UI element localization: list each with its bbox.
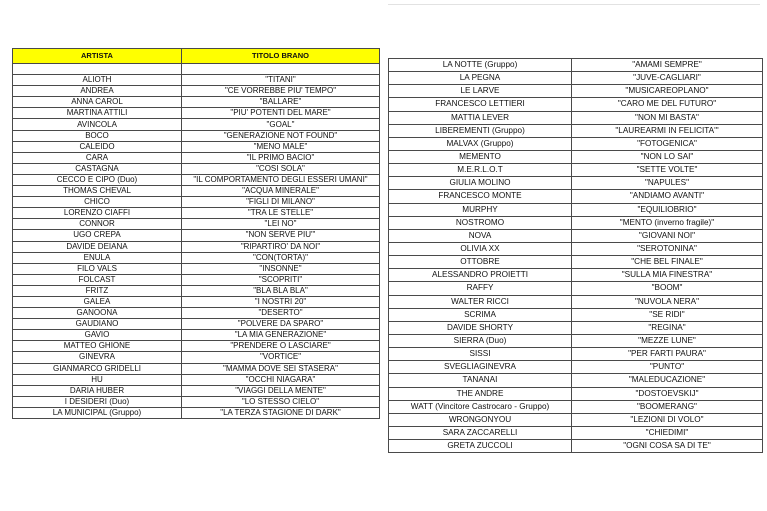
song-title-cell: "EQUILIOBRIO" (572, 203, 763, 216)
table-row (13, 108, 380, 119)
table-row (13, 197, 380, 208)
table-row (389, 334, 763, 347)
song-title-cell: "SE RIDI" (572, 308, 763, 321)
artist-cell: OLIVIA XX (389, 242, 572, 255)
table-row (13, 141, 380, 152)
artist-cell: MEMENTO (389, 150, 572, 163)
table-row (13, 86, 380, 97)
artist-cell: SISSI (389, 348, 572, 361)
artist-cell: SVEGLIAGINEVRA (389, 361, 572, 374)
table-row (389, 295, 763, 308)
song-title-cell: "DESERTO" (182, 308, 380, 319)
song-title-cell: "CE VORREBBE PIU' TEMPO" (182, 86, 380, 97)
song-title-cell: "POLVERE DA SPARO" (182, 319, 380, 330)
table-row (389, 256, 763, 269)
song-title-cell: "DOSTOEVSKIJ" (572, 387, 763, 400)
table-row (389, 111, 763, 124)
artist-cell: WATT (Vincitore Castrocaro - Gruppo) (389, 400, 572, 413)
artist-cell: GANOONA (13, 308, 182, 319)
table-row (389, 269, 763, 282)
table-row (13, 186, 380, 197)
song-title-cell: "NUVOLA NERA" (572, 295, 763, 308)
song-title-cell: "MALEDUCAZIONE" (572, 374, 763, 387)
song-title-cell: "MENO MALE" (182, 141, 380, 152)
artist-cell: ENULA (13, 252, 182, 263)
page-top-rule (388, 4, 760, 5)
table-row (13, 208, 380, 219)
table-row (13, 130, 380, 141)
song-title-cell: "PER FARTI PAURA" (572, 348, 763, 361)
table-row (389, 308, 763, 321)
artist-cell: HU (13, 374, 182, 385)
song-title-cell: "ANDIAMO AVANTI" (572, 190, 763, 203)
song-title-cell: "NON SERVE PIU'" (182, 230, 380, 241)
table-row (389, 400, 763, 413)
artist-cell: THE ANDRE (389, 387, 572, 400)
song-title-cell: "SCOPRITI" (182, 274, 380, 285)
artist-table-right (388, 58, 763, 453)
artist-cell: MATTIA LEVER (389, 111, 572, 124)
artist-cell: CARA (13, 152, 182, 163)
artist-cell: GALEA (13, 296, 182, 307)
song-title-cell: "REGINA" (572, 321, 763, 334)
artist-cell: ALESSANDRO PROIETTI (389, 269, 572, 282)
song-title-cell: "AMAMI SEMPRE" (572, 59, 763, 72)
table-row (389, 72, 763, 85)
song-title-cell: "CON(TORTA)" (182, 252, 380, 263)
artist-cell: THOMAS CHEVAL (13, 186, 182, 197)
artist-cell: LA NOTTE (Gruppo) (389, 59, 572, 72)
artist-cell: I DESIDERI (Duo) (13, 396, 182, 407)
song-title-cell: "LO STESSO CIELO" (182, 396, 380, 407)
song-title-cell: "OGNI COSA SA DI TE" (572, 440, 763, 453)
artist-cell: LA MUNICIPAL (Gruppo) (13, 407, 182, 418)
table-header-row (13, 49, 380, 64)
artist-cell: CECCO E CIPO (Duo) (13, 174, 182, 185)
table-row (13, 330, 380, 341)
table-row (13, 119, 380, 130)
table-row (13, 152, 380, 163)
song-title-cell: "PIU' POTENTI DEL MARE" (182, 108, 380, 119)
table-row (13, 219, 380, 230)
artist-cell: LE LARVE (389, 85, 572, 98)
table-row (13, 174, 380, 185)
song-title-cell: "GIOVANI NOI" (572, 229, 763, 242)
artist-cell: NOVA (389, 229, 572, 242)
artist-cell: BOCO (13, 130, 182, 141)
artist-cell: GIANMARCO GRIDELLI (13, 363, 182, 374)
table-row (13, 308, 380, 319)
artist-cell: GIULIA MOLINO (389, 177, 572, 190)
song-title-cell: "SULLA MIA FINESTRA" (572, 269, 763, 282)
table-row (13, 396, 380, 407)
artist-cell: GAVIO (13, 330, 182, 341)
artist-table-left (12, 48, 380, 419)
song-title-cell: "GOAL" (182, 119, 380, 130)
artist-cell: ANDREA (13, 86, 182, 97)
artist-cell: ALIOTH (13, 75, 182, 86)
song-title-cell: "RIPARTIRO' DA NOI" (182, 241, 380, 252)
table-row (13, 296, 380, 307)
header-artista: ARTISTA (13, 49, 182, 64)
song-title-cell: "NON MI BASTA" (572, 111, 763, 124)
song-title-cell: "LA MIA GENERAZIONE" (182, 330, 380, 341)
song-title-cell: "CARO ME DEL FUTURO" (572, 98, 763, 111)
artist-cell: FOLCAST (13, 274, 182, 285)
song-title-cell: "OCCHI NIAGARA" (182, 374, 380, 385)
table-row (13, 64, 380, 75)
artist-cell: CHICO (13, 197, 182, 208)
artist-cell: OTTOBRE (389, 256, 572, 269)
table-row (389, 282, 763, 295)
song-title-cell: "GENERAZIONE NOT FOUND" (182, 130, 380, 141)
song-title-cell: "CHIEDIMI" (572, 426, 763, 439)
artist-cell: CASTAGNA (13, 163, 182, 174)
song-title-cell (182, 64, 380, 75)
artist-cell: LORENZO CIAFFI (13, 208, 182, 219)
table-row (389, 387, 763, 400)
artist-cell: LA PEGNA (389, 72, 572, 85)
artist-cell (13, 64, 182, 75)
song-title-cell: "BOOM" (572, 282, 763, 295)
table-row (13, 241, 380, 252)
table-row (389, 59, 763, 72)
song-title-cell: "SETTE VOLTE" (572, 164, 763, 177)
artist-cell: DAVIDE SHORTY (389, 321, 572, 334)
song-title-cell: "I NOSTRI 20" (182, 296, 380, 307)
artist-cell: MARTINA ATTILI (13, 108, 182, 119)
artist-cell: WRONGONYOU (389, 413, 572, 426)
artist-cell: FRITZ (13, 285, 182, 296)
song-title-cell: "LAUREARMI IN FELICITA'" (572, 124, 763, 137)
artist-cell: SARA ZACCARELLI (389, 426, 572, 439)
song-title-cell: "COSI SOLA" (182, 163, 380, 174)
song-title-cell: "LA TERZA STAGIONE DI DARK" (182, 407, 380, 418)
table-row (389, 190, 763, 203)
song-title-cell: "INSONNE" (182, 263, 380, 274)
table-row (13, 407, 380, 418)
artist-cell: FILO VALS (13, 263, 182, 274)
song-title-cell: "VORTICE" (182, 352, 380, 363)
song-title-cell: "LEZIONI DI VOLO" (572, 413, 763, 426)
artist-cell: UGO CREPA (13, 230, 182, 241)
song-title-cell: "NON LO SAI" (572, 150, 763, 163)
song-title-cell: "LEI NO" (182, 219, 380, 230)
artist-cell: SCRIMA (389, 308, 572, 321)
header-titolo-brano: TITOLO BRANO (182, 49, 380, 64)
artist-cell: MALVAX (Gruppo) (389, 137, 572, 150)
song-title-cell: "SEROTONINA" (572, 242, 763, 255)
table-row (389, 440, 763, 453)
table-row (13, 274, 380, 285)
song-title-cell: "TITANI" (182, 75, 380, 86)
song-title-cell: "JUVE-CAGLIARI" (572, 72, 763, 85)
table-row (13, 319, 380, 330)
song-title-cell: "BOOMERANG" (572, 400, 763, 413)
artist-cell: FRANCESCO LETTIERI (389, 98, 572, 111)
artist-cell: TANANAI (389, 374, 572, 387)
table-row (389, 150, 763, 163)
artist-cell: RAFFY (389, 282, 572, 295)
table-row (389, 98, 763, 111)
artist-cell: ANNA CAROL (13, 97, 182, 108)
song-title-cell: "IL COMPORTAMENTO DEGLI ESSERI UMANI" (182, 174, 380, 185)
table-row (389, 321, 763, 334)
table-row (13, 352, 380, 363)
table-row (13, 252, 380, 263)
artist-cell: NOSTROMO (389, 216, 572, 229)
table-row (389, 361, 763, 374)
song-title-cell: "BALLARE" (182, 97, 380, 108)
artist-cell: DARIA HUBER (13, 385, 182, 396)
table-row (13, 163, 380, 174)
table-row (13, 75, 380, 86)
table-row (389, 177, 763, 190)
song-title-cell: "FIGLI DI MILANO" (182, 197, 380, 208)
table-row (13, 230, 380, 241)
table-row (13, 374, 380, 385)
table-row (389, 374, 763, 387)
table-row (13, 385, 380, 396)
song-title-cell: "NAPULES" (572, 177, 763, 190)
table-row (389, 164, 763, 177)
artist-cell: FRANCESCO MONTE (389, 190, 572, 203)
song-title-cell: "ACQUA MINERALE" (182, 186, 380, 197)
song-title-cell: "FOTOGENICA" (572, 137, 763, 150)
song-title-cell: "MUSICAREOPLANO" (572, 85, 763, 98)
table-row (13, 363, 380, 374)
artist-cell: CONNOR (13, 219, 182, 230)
artist-cell: LIBEREMENTI (Gruppo) (389, 124, 572, 137)
table-row (389, 229, 763, 242)
song-title-cell: "PRENDERE O LASCIARE" (182, 341, 380, 352)
table-row (389, 85, 763, 98)
table-row (389, 348, 763, 361)
table-row (389, 216, 763, 229)
table-row (13, 285, 380, 296)
artist-cell: SIERRA (Duo) (389, 334, 572, 347)
song-title-cell: "TRA LE STELLE" (182, 208, 380, 219)
table-row (13, 97, 380, 108)
artist-cell: DAVIDE DEIANA (13, 241, 182, 252)
table-row (13, 263, 380, 274)
table-row (13, 341, 380, 352)
artist-cell: CALEIDO (13, 141, 182, 152)
song-title-cell: "CHE BEL FINALE" (572, 256, 763, 269)
song-title-cell: "MENTO (inverno fragile)" (572, 216, 763, 229)
artist-cell: AVINCOLA (13, 119, 182, 130)
song-title-cell: "PUNTO" (572, 361, 763, 374)
song-title-cell: "IL PRIMO BACIO" (182, 152, 380, 163)
table-row (389, 137, 763, 150)
artist-cell: MURPHY (389, 203, 572, 216)
artist-cell: GAUDIANO (13, 319, 182, 330)
song-title-cell: "BLA BLA BLA" (182, 285, 380, 296)
artist-cell: M.E.R.L.O.T (389, 164, 572, 177)
artist-cell: WALTER RICCI (389, 295, 572, 308)
table-row (389, 413, 763, 426)
artist-cell: GINEVRA (13, 352, 182, 363)
song-title-cell: "MEZZE LUNE" (572, 334, 763, 347)
table-row (389, 242, 763, 255)
table-row (389, 203, 763, 216)
artist-cell: GRETA ZUCCOLI (389, 440, 572, 453)
table-row (389, 124, 763, 137)
song-title-cell: "VIAGGI DELLA MENTE" (182, 385, 380, 396)
artist-cell: MATTEO GHIONE (13, 341, 182, 352)
table-row (389, 426, 763, 439)
song-title-cell: "MAMMA DOVE SEI STASERA" (182, 363, 380, 374)
